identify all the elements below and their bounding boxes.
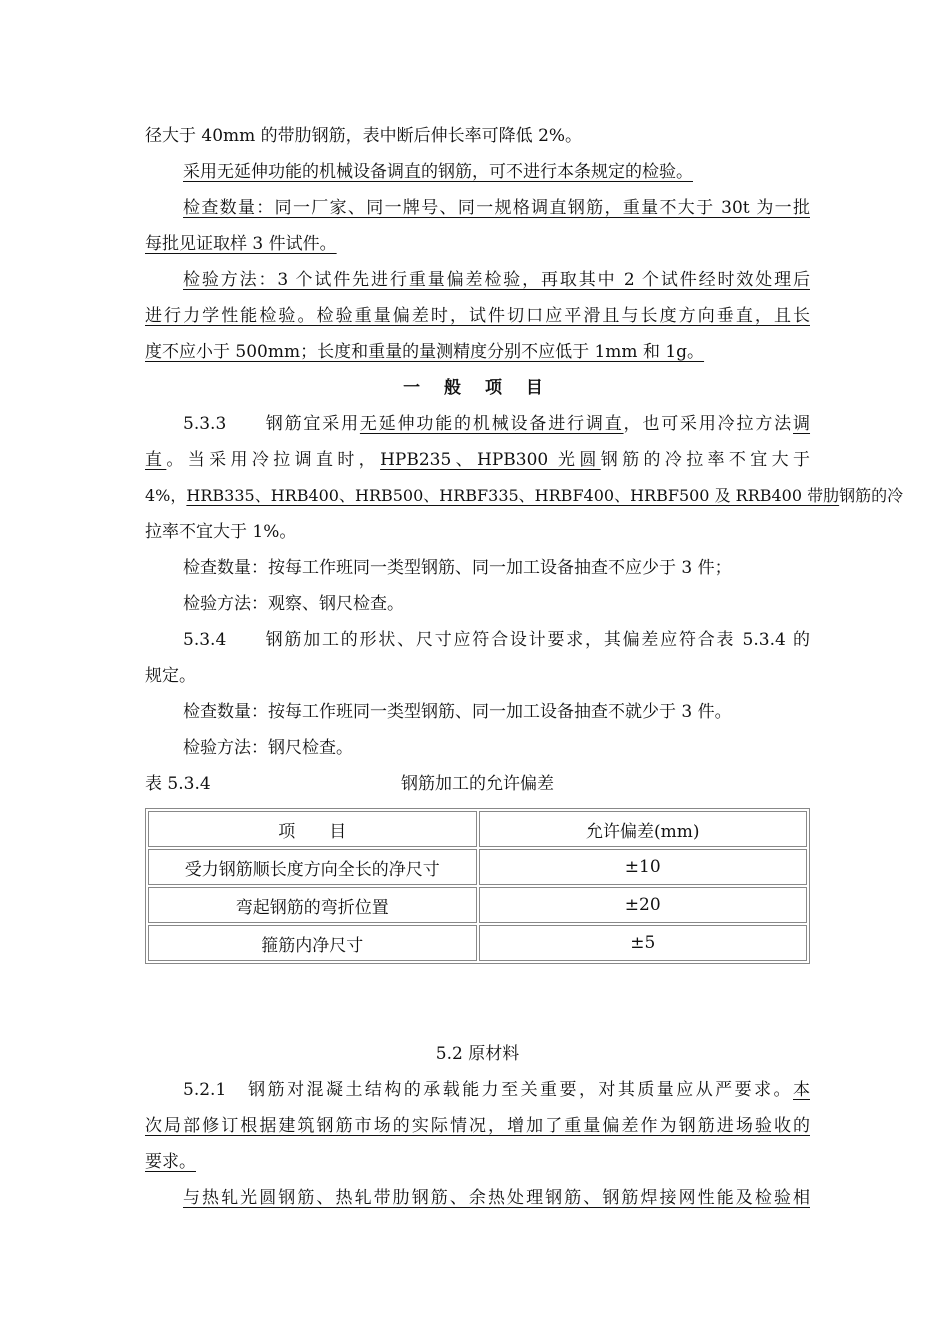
table-row — [148, 849, 807, 885]
table-row — [148, 887, 807, 923]
table-cell: ±20 — [479, 887, 808, 923]
clause-5-3-3-line: 5.3.3 钢筋宜采用无延伸功能的机械设备进行调直，也可采用冷拉方法调 — [183, 414, 811, 434]
paragraph-line: 检验方法：3 个试件先进行重量偏差检验，再取其中 2 个试件经时效处理后 — [183, 270, 810, 290]
section-heading: 一 般 项 目 — [403, 378, 552, 398]
check-quantity: 检查数量：按每工作班同一类型钢筋、同一加工设备抽查不就少于 3 件。 — [183, 702, 732, 722]
table-header-cell: 允许偏差(mm) — [479, 811, 808, 847]
paragraph-line: 度不应小于 500mm；长度和重量的量测精度分别不应低于 1mm 和 1g。 — [145, 342, 705, 362]
table-caption — [145, 766, 810, 802]
clause-5-2-1-line: 次局部修订根据建筑钢筋市场的实际情况，增加了重量偏差作为钢筋进场验收的 — [145, 1116, 810, 1136]
clause-5-2-1-line: 5.2.1 钢筋对混凝土结构的承载能力至关重要，对其质量应从严要求。本 — [183, 1080, 810, 1100]
paragraph-line: 采用无延伸功能的机械设备调直的钢筋，可不进行本条规定的检验。 — [183, 162, 693, 182]
table-row — [148, 925, 807, 961]
check-method: 检验方法：观察、钢尺检查。 — [183, 594, 404, 614]
tolerance-table — [145, 808, 810, 964]
clause-5-3-3-line: 4%，HRB335、HRB400、HRB500、HRBF335、HRBF400、HRBF500 及 RRB400 带肋钢筋的冷 — [145, 486, 904, 505]
check-quantity: 检查数量：按每工作班同一类型钢筋、同一加工设备抽查不应少于 3 件； — [183, 558, 732, 578]
section-title: 5.2 原材料 — [435, 1044, 520, 1064]
document-page — [145, 118, 904, 1216]
clause-5-2-1-line: 要求。 — [145, 1152, 196, 1172]
table-cell: 弯起钢筋的弯折位置 — [148, 887, 477, 923]
clause-5-3-4-line: 5.3.4 钢筋加工的形状、尺寸应符合设计要求，其偏差应符合表 5.3.4 的 — [183, 630, 810, 650]
paragraph-line: 检查数量：同一厂家、同一牌号、同一规格调直钢筋，重量不大于 30t 为一批 — [183, 198, 810, 218]
clause-5-3-3-line: 拉率不宜大于 1%。 — [145, 522, 297, 542]
paragraph-line: 与热轧光圆钢筋、热轧带肋钢筋、余热处理钢筋、钢筋焊接网性能及检验相 — [183, 1188, 810, 1208]
table-header-row — [148, 811, 807, 847]
table-header-cell: 项 目 — [148, 811, 477, 847]
clause-5-3-3-line: 直。当采用冷拉调直时，HPB235、HPB300 光圆钢筋的冷拉率不宜大于 — [145, 450, 811, 470]
paragraph-line: 进行力学性能检验。检验重量偏差时，试件切口应平滑且与长度方向垂直，且长 — [145, 306, 810, 326]
paragraph-line: 径大于 40mm 的带肋钢筋，表中断后伸长率可降低 2%。 — [145, 126, 583, 146]
table-cell: 箍筋内净尺寸 — [148, 925, 477, 961]
check-method: 检验方法：钢尺检查。 — [183, 738, 353, 758]
paragraph-line: 每批见证取样 3 件试件。 — [145, 234, 337, 254]
table-cell: ±10 — [479, 849, 808, 885]
table-label: 表 5.3.4 — [145, 774, 211, 794]
table-cell: 受力钢筋顺长度方向全长的净尺寸 — [148, 849, 477, 885]
table-cell: ±5 — [479, 925, 808, 961]
clause-5-3-4-line: 规定。 — [145, 666, 196, 686]
table-title: 钢筋加工的允许偏差 — [401, 774, 554, 794]
